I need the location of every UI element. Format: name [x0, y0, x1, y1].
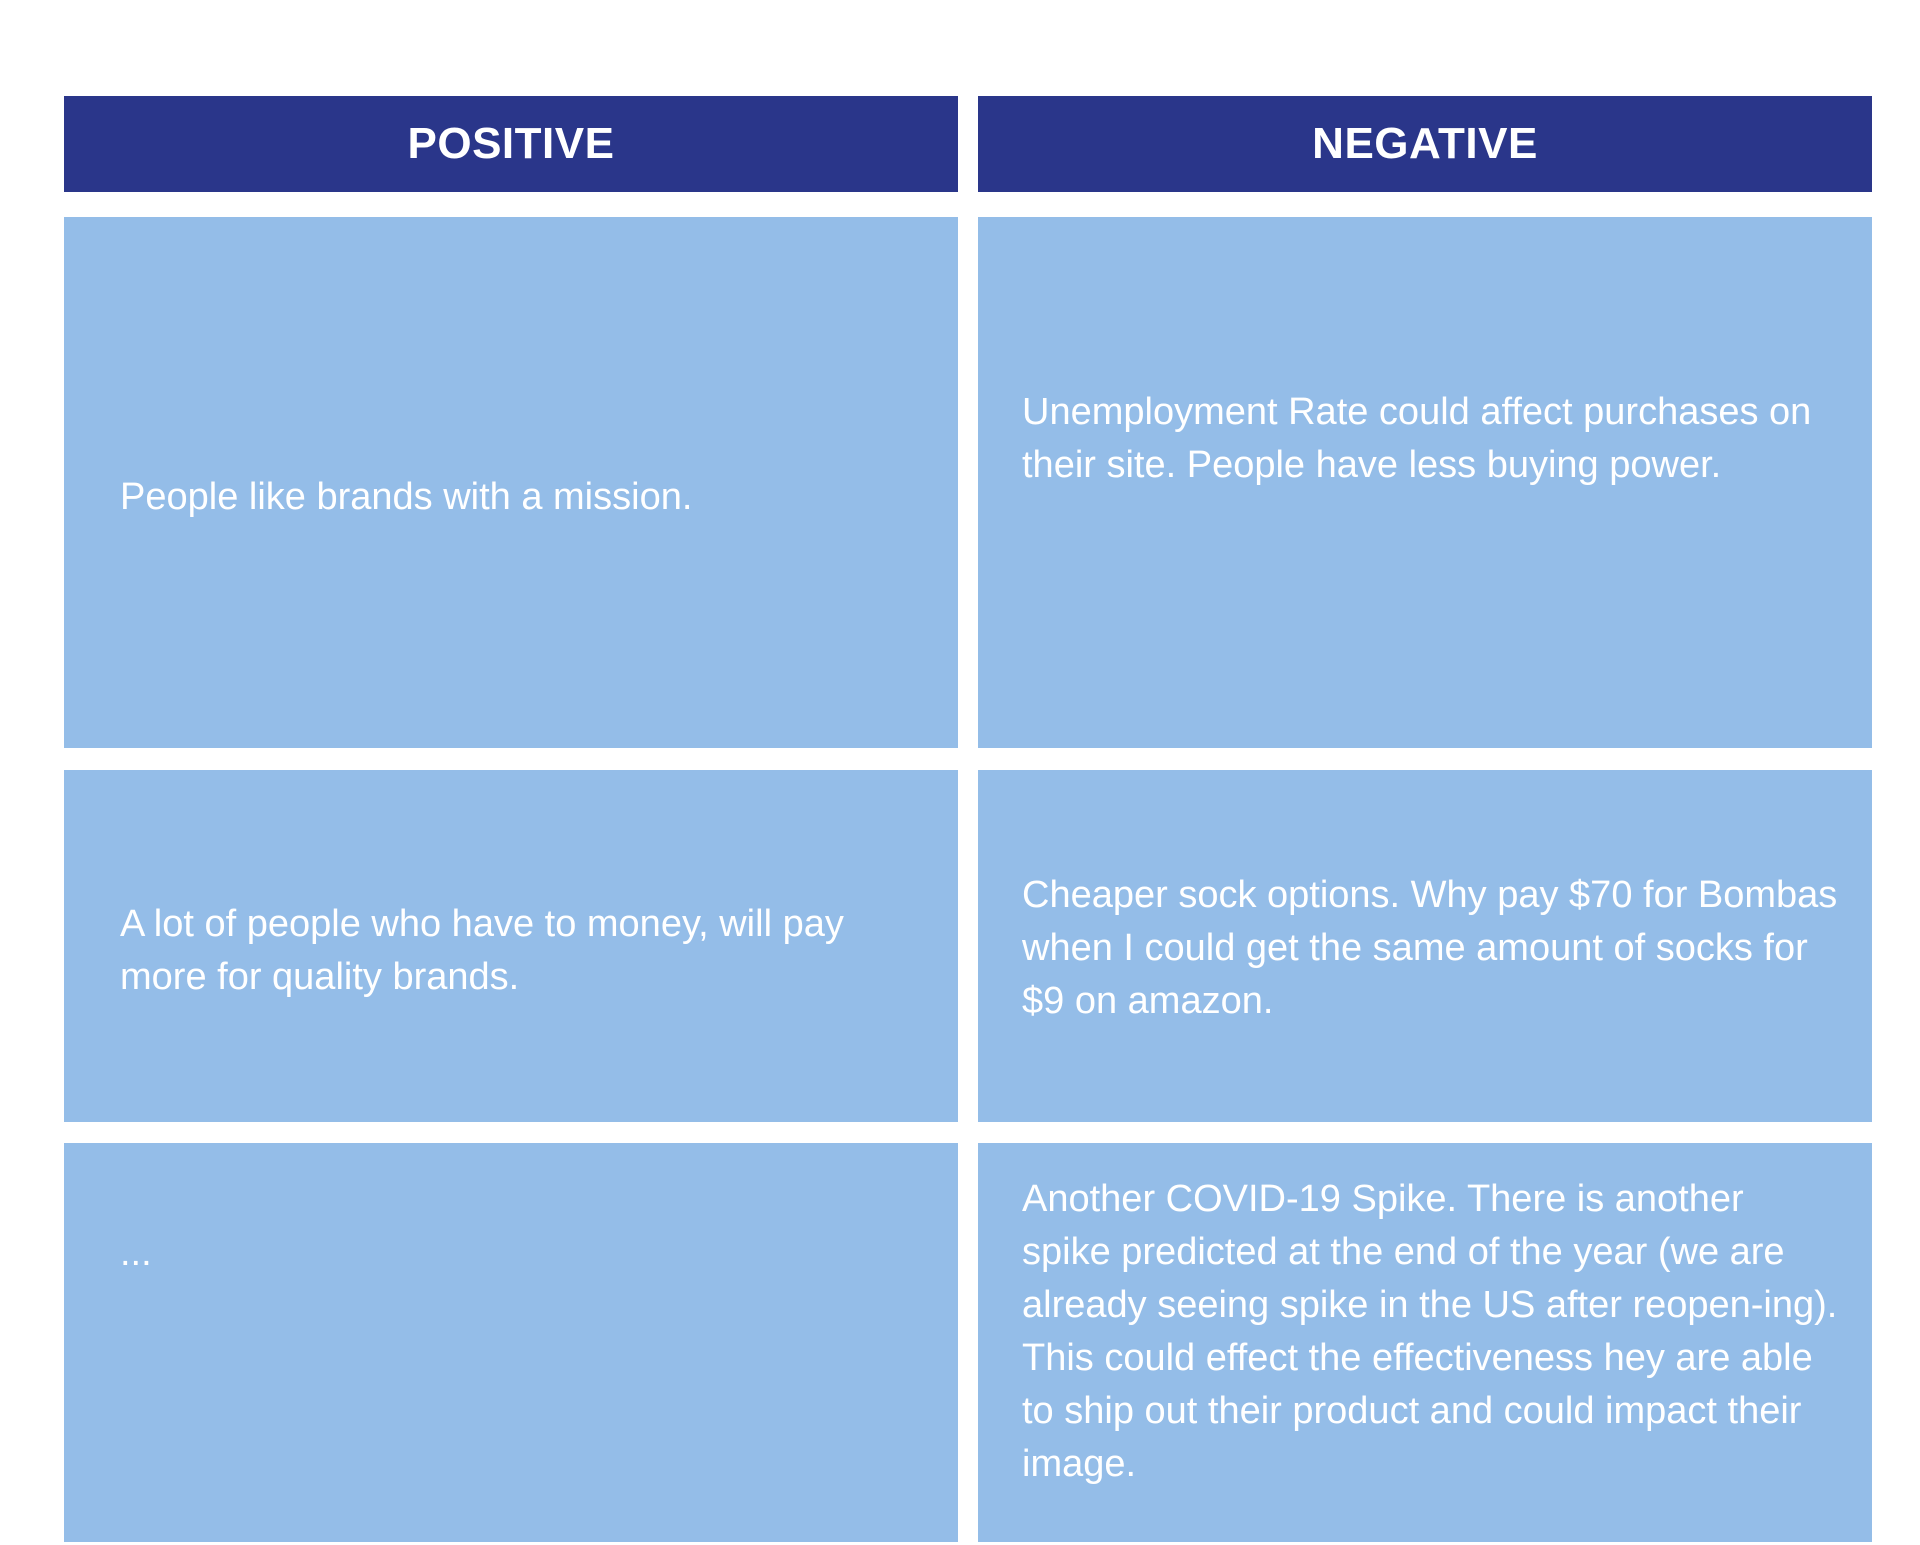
- negative-text-2: Cheaper sock options. Why pay $70 for Bombas when I could get the same amount of socks for $9 on amazon.: [1022, 873, 1838, 1022]
- positive-text-1: People like brands with a mission.: [120, 476, 693, 518]
- negative-cell-2: [978, 770, 1872, 1122]
- positive-cell-1: [64, 217, 958, 748]
- negative-text-1: Unemployment Rate could affect purchases on their site. People have less buying power.: [1022, 390, 1812, 486]
- positive-cell-2: [64, 770, 958, 1122]
- header-positive: [64, 96, 958, 192]
- negative-cell-3: [978, 1143, 1872, 1542]
- positive-text-3: ...: [120, 1232, 152, 1274]
- positive-cell-3: [64, 1143, 958, 1542]
- negative-cell-1: [978, 217, 1872, 748]
- header-positive-label: POSITIVE: [407, 119, 615, 168]
- negative-text-3: Another COVID-19 Spike. There is another spike predicted at the end of the year (we are already seeing spike in the US after reopen-ing). This could effect the effectiveness hey are able to ship out their product and could impact their image.: [1022, 1178, 1838, 1485]
- header-negative: [978, 96, 1872, 192]
- positive-text-2: A lot of people who have to money, will pay more for quality brands.: [120, 903, 844, 998]
- header-negative-label: NEGATIVE: [1312, 119, 1538, 168]
